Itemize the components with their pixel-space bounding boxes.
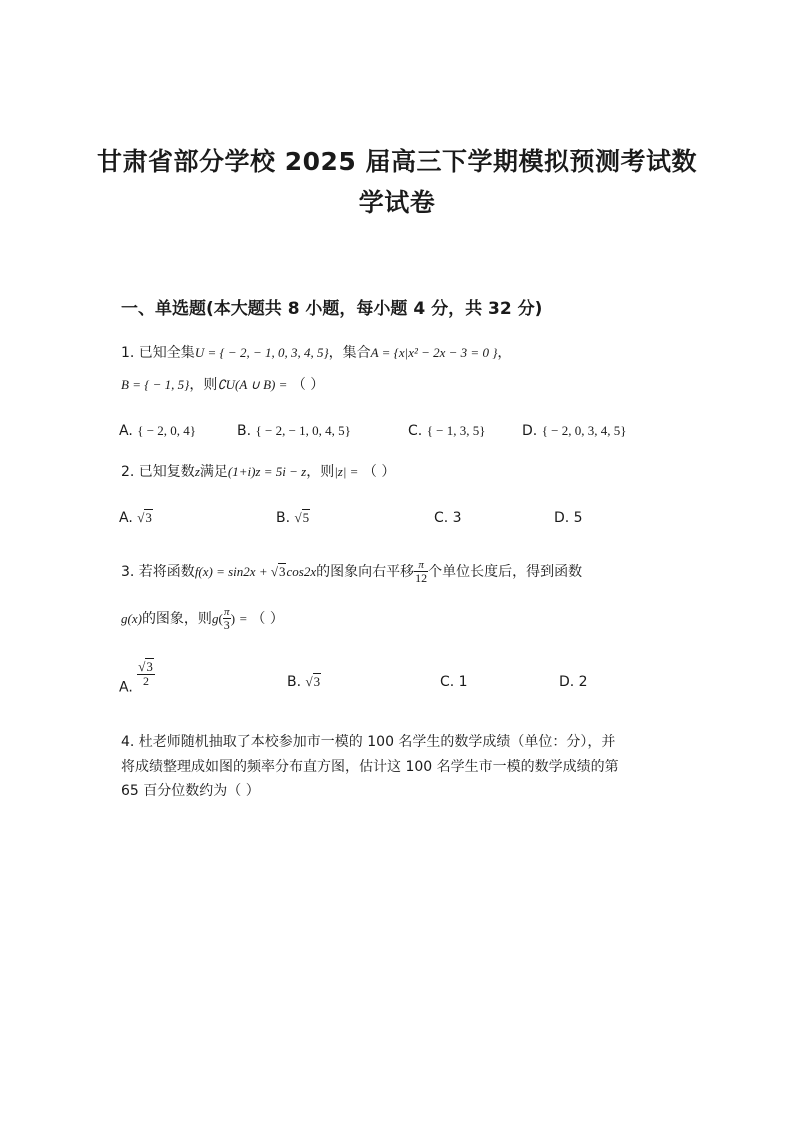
q1-set-b: B = { − 1, 5} (121, 377, 190, 392)
q3-option-a-numerator (137, 660, 155, 674)
q3-option-d: D. 2 (559, 674, 588, 690)
q3-g-equals: = (239, 611, 247, 626)
q1-option-b-value: { − 2, − 1, 0, 4, 5} (255, 423, 351, 438)
q2-answer-paren: （ ） (362, 464, 396, 480)
q1-option-c-value: { − 1, 3, 5} (426, 423, 486, 438)
q2-equation: (1+i)z = 5i − z (227, 464, 307, 479)
q1-prefix: 1. 已知全集 (121, 345, 195, 361)
q1-set-u: U = { − 2, − 1, 0, 3, 4, 5} (194, 345, 329, 360)
q2-prefix: 2. 已知复数 (121, 464, 195, 480)
q1-option-c-label: C. (408, 423, 423, 439)
q3-g-call: g (211, 611, 219, 626)
q1-option-d (522, 423, 627, 439)
q1-option-d-label: D. (522, 423, 538, 439)
q3-answer-paren: （ ） (251, 611, 284, 627)
q2-mid: 满足 (199, 464, 228, 480)
q2-option-b-label: B. (276, 510, 291, 526)
q2-variable-z: z (194, 464, 200, 479)
q3-option-b-radicand: 3 (313, 674, 321, 689)
q1-mid: ，集合 (328, 345, 371, 361)
page-title: 甘肃省部分学校 2025 届高三下学期模拟预测考试数 (97, 147, 697, 176)
q2-option-d: D. 5 (554, 510, 583, 526)
q1-option-a-label: A. (119, 423, 133, 439)
q3-mid: 的图象向右平移 (316, 564, 415, 580)
question-1-line1 (121, 342, 511, 362)
q1-comma: ， (497, 345, 512, 361)
q1-option-c (408, 423, 486, 439)
q3-shift-numerator: π (418, 559, 424, 571)
q3-f-radicand: 3 (278, 564, 286, 579)
right-paren-symbol: ) (230, 611, 236, 626)
sqrt-symbol: √ (294, 510, 302, 525)
q3-g-denominator: 3 (223, 618, 230, 632)
q1-expression: ∁U(A ∪ B) = (217, 377, 288, 392)
question-4-line3: 65 百分位数约为（ ） (121, 783, 260, 799)
q2-option-b-radicand: 5 (302, 510, 310, 525)
q1-option-d-value: { − 2, 0, 3, 4, 5} (541, 423, 627, 438)
q1-answer-paren: （ ） (291, 377, 325, 393)
q1-then: ，则 (189, 377, 218, 393)
sqrt-symbol: √ (270, 564, 278, 579)
q3-option-a-fraction (137, 660, 155, 687)
q3-option-a-denominator: 2 (137, 674, 155, 687)
sqrt-symbol: √ (138, 659, 146, 674)
question-3-line1 (121, 560, 582, 584)
q2-option-a-label: A. (119, 510, 133, 526)
q1-option-b-label: B. (237, 423, 252, 439)
q2-modulus: |z| = (334, 464, 359, 479)
q3-option-a-label: A. (119, 679, 133, 696)
q1-option-a-value: { − 2, 0, 4} (137, 423, 197, 438)
q3-prefix: 3. 若将函数 (121, 564, 195, 580)
q2-option-c: C. 3 (434, 510, 462, 526)
question-2 (121, 461, 395, 481)
q3-g-fraction (223, 607, 231, 631)
q3-line2-mid: 的图象，则 (141, 611, 212, 627)
q3-option-a (119, 660, 155, 696)
question-4-line2: 将成绩整理成如图的频率分布直方图，估计这 100 名学生市一模的数学成绩的第 (121, 759, 619, 775)
q3-shift-denominator: 12 (415, 571, 428, 585)
q3-option-c: C. 1 (440, 674, 468, 690)
sqrt-symbol: √ (305, 674, 313, 689)
q2-then: ，则 (306, 464, 335, 480)
q3-option-b (287, 674, 321, 690)
q1-option-a (119, 423, 196, 439)
question-3-line2 (121, 607, 284, 631)
q2-option-b (276, 510, 310, 526)
q3-function-g: g(x) (121, 611, 142, 626)
left-paren-symbol: ( (218, 611, 223, 626)
q3-option-a-radicand: 3 (146, 659, 153, 674)
page-title-continued: 学试卷 (358, 188, 436, 217)
question-1-line2 (121, 374, 324, 394)
q1-option-b (237, 423, 351, 439)
q3-g-numerator: π (224, 606, 230, 618)
q2-option-a (119, 510, 153, 526)
q2-option-a-radicand: 3 (145, 510, 152, 525)
question-4-line1: 4. 杜老师随机抽取了本校参加市一模的 100 名学生的数学成绩（单位：分），并 (121, 734, 616, 750)
q1-set-a: A = {x|x² − 2x − 3 = 0 } (370, 345, 498, 360)
q3-f-tail: cos2x (286, 564, 317, 579)
q3-option-b-label: B. (287, 674, 302, 690)
sqrt-symbol: √ (137, 510, 145, 525)
q3-tail: 个单位长度后，得到函数 (428, 564, 583, 580)
q3-shift-fraction (414, 560, 428, 584)
section-heading: 一、单选题(本大题共 8 小题，每小题 4 分，共 32 分) (121, 299, 543, 319)
q3-function-f: f(x) = sin2x + (194, 564, 271, 579)
